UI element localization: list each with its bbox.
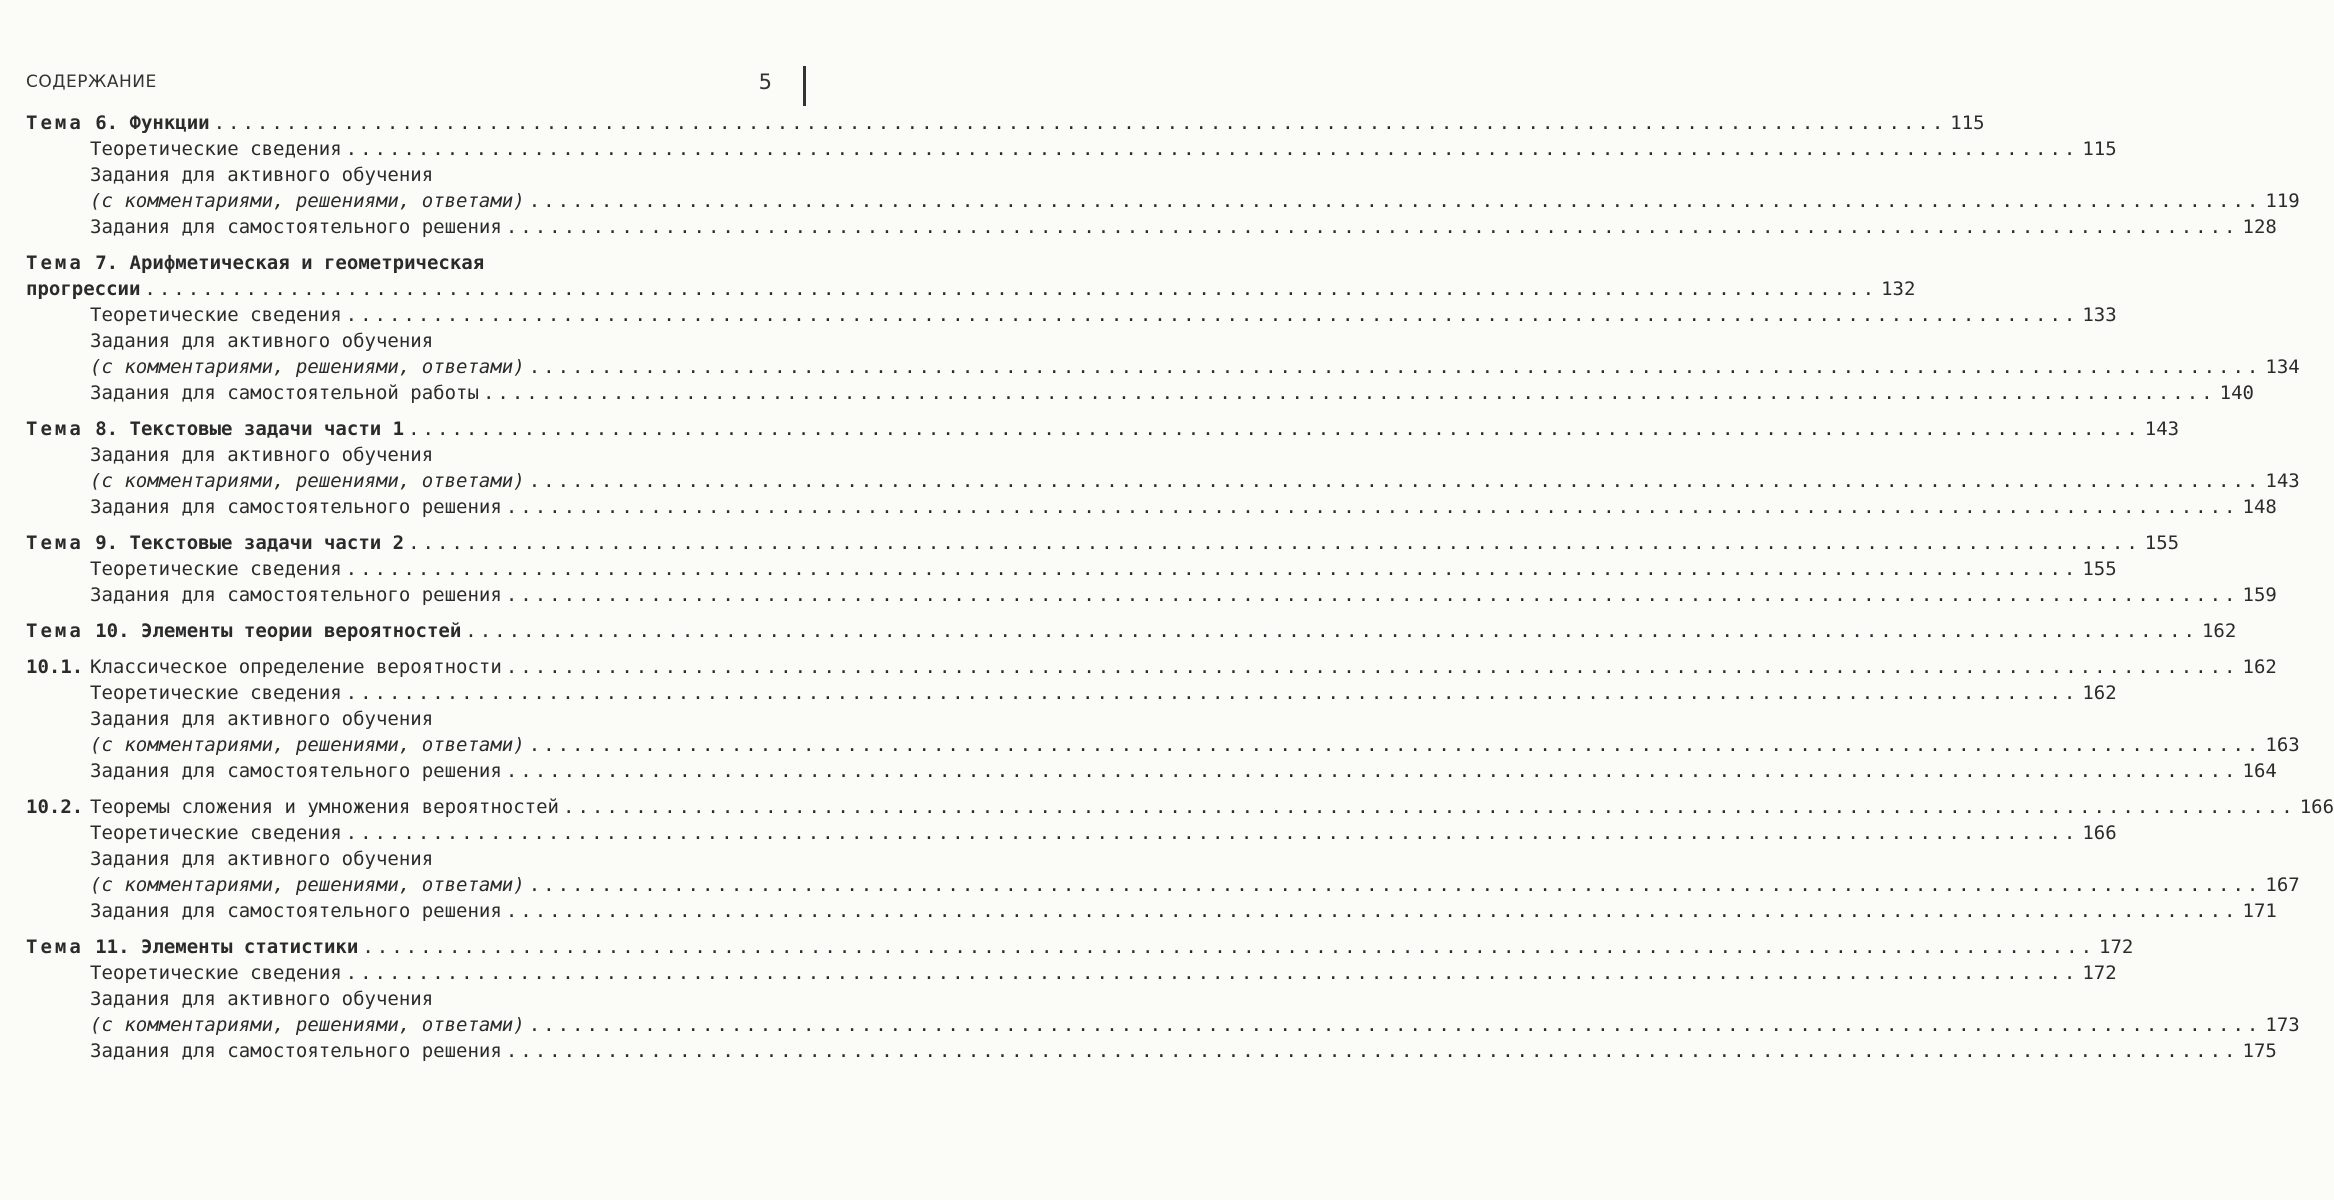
topic-title: 8. Текстовые задачи части 1 — [95, 418, 405, 440]
page-ref: 119 — [2265, 190, 2300, 212]
entry-label: Теоретические сведения — [90, 682, 342, 704]
topic-title: 11. Элементы статистики — [95, 936, 359, 958]
toc-topic-7 — [26, 250, 2300, 406]
toc-entry[interactable] — [26, 110, 1985, 136]
dot-leader: ........................................................................................................................ — [505, 584, 2239, 606]
dot-leader: ........................................................................................................................ — [528, 734, 2262, 756]
dot-leader: ........................................................................................................................ — [362, 936, 2096, 958]
entry-label: (с комментариями, решениями, ответами) — [90, 1014, 525, 1036]
page-ref: 166 — [2299, 796, 2334, 818]
page-ref: 162 — [2242, 656, 2277, 678]
toc-entry[interactable] — [26, 556, 2117, 582]
dot-leader: ........................................................................................................................ — [563, 796, 2296, 818]
page-ref: 173 — [2265, 1014, 2300, 1036]
entry-label: Задания для самостоятельной работы — [90, 382, 479, 404]
dot-leader: ........................................................................................................................ — [345, 822, 2079, 844]
dot-leader: ........................................................................................................................ — [345, 304, 2079, 326]
page-ref: 162 — [2082, 682, 2117, 704]
toc-entry[interactable] — [26, 162, 804, 188]
page-header — [26, 72, 806, 102]
dot-leader: ........................................................................................................................ — [528, 190, 2262, 212]
section-title: Теоремы сложения и умножения вероятностей — [90, 796, 559, 818]
toc-entry[interactable] — [26, 618, 2237, 644]
page-ref: 155 — [2144, 532, 2180, 554]
dot-leader: ........................................................................................................................ — [144, 278, 1878, 300]
dot-leader: ........................................................................................................................ — [345, 682, 2079, 704]
toc-entry[interactable] — [26, 680, 2117, 706]
toc-entry[interactable] — [26, 136, 2117, 162]
section-number: 10.1. — [26, 656, 84, 678]
entry-label: Задания для активного обучения — [90, 708, 434, 730]
topic-prefix: Тема — [26, 936, 84, 958]
page-ref: 132 — [1881, 278, 1916, 300]
entry-label: Задания для активного обучения — [90, 164, 434, 186]
toc-entry[interactable] — [26, 188, 2300, 214]
page-ref: 164 — [2242, 760, 2277, 782]
dot-leader: ........................................................................................................................ — [528, 1014, 2262, 1036]
entry-label: Задания для самостоятельного решения — [90, 216, 502, 238]
toc-entry[interactable] — [26, 416, 2180, 442]
toc-entry[interactable] — [26, 582, 2277, 608]
entry-label: Задания для активного обучения — [90, 848, 434, 870]
toc-entry[interactable] — [26, 732, 2300, 758]
toc-entry[interactable] — [26, 960, 2117, 986]
page-ref: 171 — [2242, 900, 2277, 922]
toc-entry[interactable] — [26, 302, 2117, 328]
entry-label: Теоретические сведения — [90, 138, 342, 160]
dot-leader: ........................................................................................................................ — [482, 382, 2216, 404]
page-ref: 155 — [2082, 558, 2117, 580]
toc-topic-8 — [26, 416, 2300, 520]
entry-label: Задания для самостоятельного решения — [90, 760, 502, 782]
page-ref: 172 — [2082, 962, 2117, 984]
toc-entry[interactable] — [26, 494, 2277, 520]
entry-label: Теоретические сведения — [90, 822, 342, 844]
dot-leader: ........................................................................................................................ — [505, 1040, 2239, 1062]
dot-leader: ........................................................................................................................ — [505, 656, 2239, 678]
entry-label: Задания для самостоятельного решения — [90, 584, 502, 606]
entry-label: (с комментариями, решениями, ответами) — [90, 874, 525, 896]
topic-title: 10. Элементы теории вероятностей — [95, 620, 462, 642]
dot-leader: ........................................................................................................................ — [213, 112, 1947, 134]
topic-prefix: Тема — [26, 418, 84, 440]
toc-entry[interactable] — [26, 530, 2180, 556]
page-title: СОДЕРЖАНИЕ — [26, 72, 157, 92]
toc-section-10-1 — [26, 654, 2300, 784]
toc-entry[interactable] — [26, 276, 1916, 302]
dot-leader: ........................................................................................................................ — [528, 470, 2262, 492]
page-ref: 167 — [2265, 874, 2300, 896]
toc-entry[interactable] — [26, 654, 2277, 680]
toc-entry[interactable] — [26, 820, 2117, 846]
page-ref: 148 — [2242, 496, 2277, 518]
dot-leader: ........................................................................................................................ — [408, 418, 2141, 440]
toc-topic-11 — [26, 934, 2300, 1064]
page-ref: 115 — [1950, 112, 1985, 134]
page-ref: 128 — [2242, 216, 2277, 238]
page-number: 5 — [758, 70, 772, 94]
toc-entry[interactable] — [26, 250, 804, 276]
page-ref: 175 — [2242, 1040, 2277, 1062]
dot-leader: ........................................................................................................................ — [505, 216, 2239, 238]
page-ref: 166 — [2082, 822, 2117, 844]
entry-label: Теоретические сведения — [90, 558, 342, 580]
toc-entry[interactable] — [26, 794, 2334, 820]
entry-label: Задания для самостоятельного решения — [90, 900, 502, 922]
dot-leader: ........................................................................................................................ — [505, 760, 2239, 782]
page-ref: 115 — [2082, 138, 2117, 160]
entry-label: Задания для активного обучения — [90, 444, 434, 466]
entry-label: (с комментариями, решениями, ответами) — [90, 356, 525, 378]
dot-leader: ........................................................................................................................ — [528, 874, 2262, 896]
toc-entry[interactable] — [26, 468, 2300, 494]
dot-leader: ........................................................................................................................ — [408, 532, 2141, 554]
page-ref: 172 — [2099, 936, 2134, 958]
header-rule — [803, 66, 806, 106]
topic-prefix: Тема — [26, 112, 84, 134]
dot-leader: ........................................................................................................................ — [345, 138, 2079, 160]
topic-prefix: Тема — [26, 620, 84, 642]
dot-leader: ........................................................................................................................ — [465, 620, 2198, 642]
entry-label: (с комментариями, решениями, ответами) — [90, 470, 525, 492]
toc-entry[interactable] — [26, 1012, 2300, 1038]
entry-label: Задания для активного обучения — [90, 330, 434, 352]
entry-label: Задания для активного обучения — [90, 988, 434, 1010]
page-ref: 133 — [2082, 304, 2117, 326]
entry-label: Теоретические сведения — [90, 304, 342, 326]
toc-entry[interactable] — [26, 986, 804, 1012]
page-ref: 162 — [2201, 620, 2237, 642]
page-ref: 159 — [2242, 584, 2277, 606]
toc-entry[interactable] — [26, 328, 804, 354]
dot-leader: ........................................................................................................................ — [345, 962, 2079, 984]
toc-entry[interactable] — [26, 898, 2277, 924]
table-of-contents — [26, 110, 2334, 1074]
page-ref: 143 — [2265, 470, 2300, 492]
toc-entry[interactable] — [26, 706, 804, 732]
toc-entry[interactable] — [26, 1038, 2277, 1064]
topic-title: 7. Арифметическая и геометрическая — [95, 252, 485, 274]
topic-title: 9. Текстовые задачи части 2 — [95, 532, 405, 554]
toc-topic-6 — [26, 110, 2300, 240]
page-ref: 163 — [2265, 734, 2300, 756]
entry-label: (с комментариями, решениями, ответами) — [90, 734, 525, 756]
page-ref: 143 — [2144, 418, 2180, 440]
entry-label: Теоретические сведения — [90, 962, 342, 984]
toc-section-10-2 — [26, 794, 2334, 924]
toc-topic-10 — [26, 618, 2237, 644]
toc-entry[interactable] — [26, 846, 804, 872]
topic-title-continued: прогрессии — [26, 278, 141, 300]
topic-title: 6. Функции — [95, 112, 210, 134]
toc-entry[interactable] — [26, 442, 804, 468]
toc-entry[interactable] — [26, 214, 2277, 240]
topic-prefix: Тема — [26, 252, 84, 274]
toc-entry[interactable] — [26, 872, 2300, 898]
dot-leader: ........................................................................................................................ — [505, 496, 2239, 518]
section-title: Классическое определение вероятности — [90, 656, 502, 678]
page-ref: 140 — [2219, 382, 2254, 404]
toc-entry[interactable] — [26, 354, 2300, 380]
toc-entry[interactable] — [26, 380, 2254, 406]
topic-prefix: Тема — [26, 532, 84, 554]
page-ref: 134 — [2265, 356, 2300, 378]
entry-label: (с комментариями, решениями, ответами) — [90, 190, 525, 212]
toc-entry[interactable] — [26, 758, 2277, 784]
toc-entry[interactable] — [26, 934, 2134, 960]
dot-leader: ........................................................................................................................ — [528, 356, 2262, 378]
dot-leader: ........................................................................................................................ — [345, 558, 2079, 580]
entry-label: Задания для самостоятельного решения — [90, 496, 502, 518]
dot-leader: ........................................................................................................................ — [505, 900, 2239, 922]
section-number: 10.2. — [26, 796, 84, 818]
entry-label: Задания для самостоятельного решения — [90, 1040, 502, 1062]
toc-topic-9 — [26, 530, 2277, 608]
